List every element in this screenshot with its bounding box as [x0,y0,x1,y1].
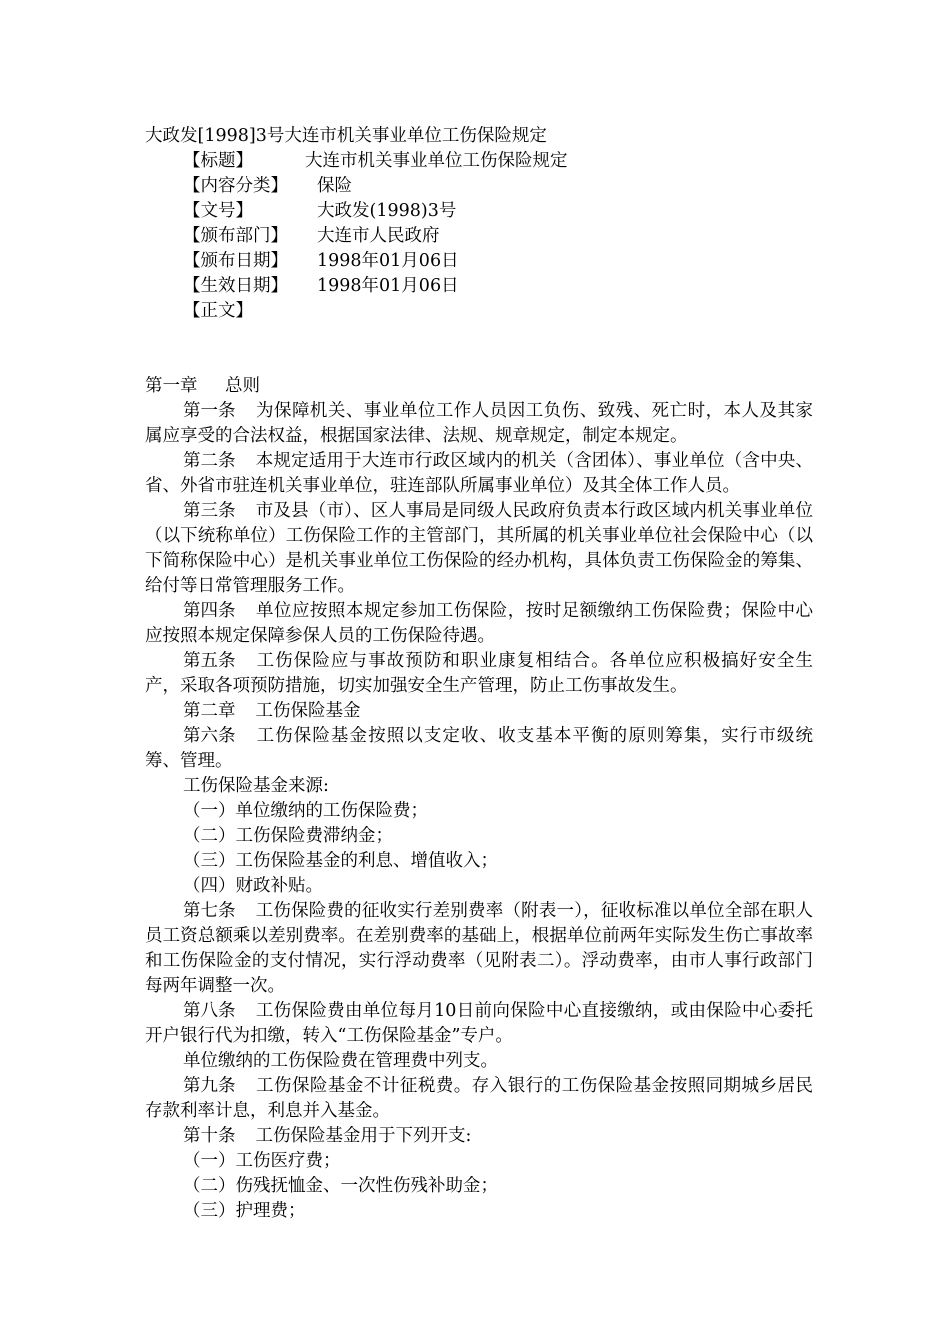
meta-label: 【颁布部门】 [183,226,288,246]
chapter-2-heading [145,699,813,724]
article-number: 第八条 [183,1001,236,1021]
article-number: 第一条 [183,401,236,421]
article-7 [145,899,813,999]
chapter-heading [145,374,813,399]
meta-label: 【颁布日期】 [183,251,288,271]
meta-row-title [183,149,813,174]
metadata-block [145,149,813,324]
article-1 [145,399,813,449]
article-text: 工伤保险基金按照以支定收、收支基本平衡的原则筹集，实行市级统筹、管理。 [145,726,813,771]
article-3 [145,499,813,599]
meta-row-category [183,174,813,199]
meta-label: 【标题】 [183,151,253,171]
article-10 [145,1124,813,1149]
article-text: 工伤保险基金不计征税费。存入银行的工伤保险基金按照同期城乡居民存款利率计息，利息并入基金。 [145,1076,813,1121]
meta-value: 保险 [317,176,352,196]
chapter-number: 第二章 [183,701,236,721]
meta-row-issue-date [183,249,813,274]
list-item: （二）工伤保险费滞纳金； [183,826,393,846]
article-4 [145,599,813,649]
article-number: 第九条 [183,1076,236,1096]
article-text: 工伤保险费由单位每月10日前向保险中心直接缴纳，或由保险中心委托开户银行代为扣缴，转入“工伤保险基金”专户。 [145,1001,813,1046]
meta-label: 【内容分类】 [183,176,288,196]
list-item: （一）单位缴纳的工伤保险费； [183,801,428,821]
article-text: 工伤保险应与事故预防和职业康复相结合。各单位应积极搞好安全生产，采取各项预防措施，切实加强安全生产管理，防止工伤事故发生。 [145,651,813,696]
fund-sources-intro: 工伤保险基金来源: [183,776,329,796]
meta-value [317,299,813,324]
article-text: 工伤保险基金用于下列开支: [255,1126,472,1146]
meta-value: 大连市机关事业单位工伤保险规定 [305,151,568,171]
list-item: （一）工伤医疗费； [183,1151,341,1171]
article-6 [145,724,813,774]
article-number: 第二条 [183,451,236,471]
meta-row-doc-number [183,199,813,224]
article-number: 第六条 [183,726,236,746]
article-text: 单位应按照本规定参加工伤保险，按时足额缴纳工伤保险费；保险中心应按照本规定保障参保人员的工伤保险待遇。 [145,601,813,646]
article-2 [145,449,813,499]
meta-value: 大连市人民政府 [317,226,440,246]
chapter-title: 总则 [225,376,260,396]
document-heading: 大政发[1998]3号大连市机关事业单位工伤保险规定 [145,126,547,146]
chapter-title: 工伤保险基金 [255,701,361,721]
article-number: 第十条 [183,1126,236,1146]
meta-label: 【正文】 [183,301,253,321]
article-text: 为保障机关、事业单位工作人员因工负伤、致残、死亡时，本人及其家属应享受的合法权益，根据国家法律、法规、规章规定，制定本规定。 [145,401,813,446]
article-8-note: 单位缴纳的工伤保险费在管理费中列支。 [183,1051,498,1071]
meta-row-body [183,299,813,324]
article-text: 工伤保险费的征收实行差别费率（附表一），征收标准以单位全部在职人员工资总额乘以差别费率。在差别费率的基础上，根据单位前两年实际发生伤亡事故率和工伤保险金的支付情况，实行浮动费率（见附表二）。浮动费率，由市人事行政部门每两年调整一次。 [145,901,813,996]
meta-label: 【文号】 [183,201,253,221]
article-9 [145,1074,813,1124]
article-text: 市及县（市）、区人事局是同级人民政府负责本行政区域内机关事业单位（以下统称单位）工伤保险工作的主管部门，其所属的机关事业单位社会保险中心（以下简称保险中心）是机关事业单位工伤保险的经办机构，具体负责工伤保险金的筹集、给付等日常管理服务工作。 [145,501,813,596]
article-number: 第七条 [183,901,236,921]
list-item: （三）工伤保险基金的利息、增值收入； [183,851,498,871]
document-page [145,124,813,1224]
meta-row-issuer [183,224,813,249]
spacer [145,324,813,374]
article-text: 本规定适用于大连市行政区域内的机关（含团体）、事业单位（含中央、省、外省市驻连机关事业单位，驻连部队所属事业单位）及其全体工作人员。 [145,451,813,496]
list-item: （二）伤残抚恤金、一次性伤残补助金； [183,1176,498,1196]
meta-row-effective-date [183,274,813,299]
article-number: 第五条 [183,651,236,671]
meta-value: 1998年01月06日 [317,251,459,271]
meta-value: 大政发(1998)3号 [317,201,457,221]
article-8 [145,999,813,1049]
meta-label: 【生效日期】 [183,276,288,296]
article-number: 第三条 [183,501,236,521]
chapter-number: 第一章 [145,376,198,396]
article-number: 第四条 [183,601,236,621]
list-item: （四）财政补贴。 [183,876,323,896]
meta-value: 1998年01月06日 [317,276,459,296]
article-5 [145,649,813,699]
list-item: （三）护理费； [183,1201,306,1221]
